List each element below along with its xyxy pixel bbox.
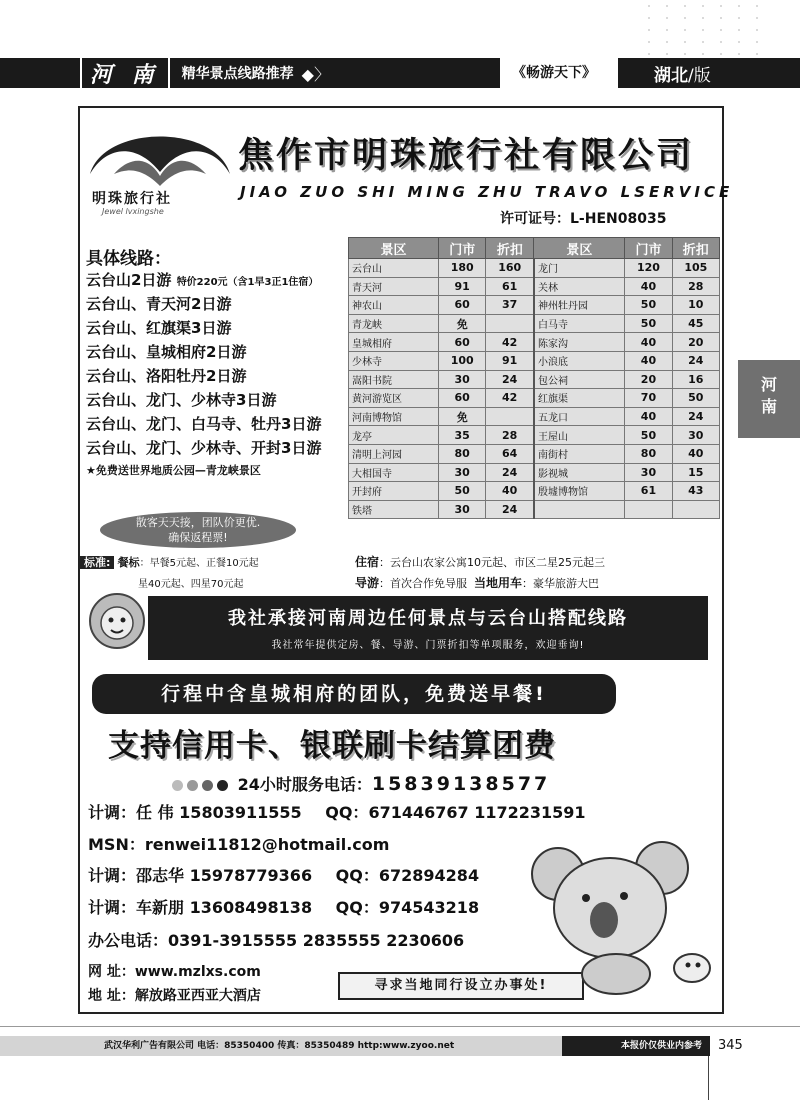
- table-row: [349, 389, 720, 408]
- table-cell: 30: [439, 500, 486, 519]
- table-cell: [625, 500, 672, 519]
- free-scenic-note: ★免费送世界地质公园—青龙峡景区: [86, 464, 261, 477]
- table-cell: [672, 500, 719, 519]
- table-cell: 10: [672, 296, 719, 315]
- table-cell: 开封府: [349, 482, 439, 501]
- column-header: 景区: [534, 238, 625, 259]
- table-cell: 殷墟博物馆: [534, 482, 625, 501]
- table-cell: 43: [672, 482, 719, 501]
- table-cell: 关林: [534, 277, 625, 296]
- header-subtitle: 精华景点线路推荐: [181, 66, 294, 82]
- table-cell: 24: [486, 370, 534, 389]
- dot-icon: [187, 780, 198, 791]
- column-header: 折扣: [486, 238, 534, 259]
- margin-line: [708, 1056, 709, 1100]
- table-cell: 61: [625, 482, 672, 501]
- ticket-price-table: [348, 237, 720, 519]
- route-item: 云台山、龙门、少林寺3日游: [86, 391, 277, 409]
- decorative-dot-grid: [640, 0, 760, 58]
- table-cell: 180: [439, 259, 486, 278]
- table-cell: 红旗渠: [534, 389, 625, 408]
- table-cell: 皇城相府: [349, 333, 439, 352]
- table-cell: 40: [672, 444, 719, 463]
- table-cell: 120: [625, 259, 672, 278]
- table-cell: 61: [486, 277, 534, 296]
- table-cell: 40: [625, 277, 672, 296]
- table-row: [349, 351, 720, 370]
- table-cell: 50: [625, 314, 672, 333]
- table-cell: 免: [439, 314, 486, 333]
- route-item: 云台山、青天河2日游: [86, 295, 232, 313]
- route-item: 云台山、洛阳牡丹2日游: [86, 367, 247, 385]
- table-cell: 50: [439, 482, 486, 501]
- table-cell: 50: [672, 389, 719, 408]
- route-item: 云台山、红旗渠3日游: [86, 319, 232, 337]
- office-wanted-banner: 寻求当地同行设立办事处!: [338, 972, 584, 1000]
- table-cell: 42: [486, 333, 534, 352]
- service-hotline: 24小时服务电话：15839138577: [172, 772, 550, 795]
- table-cell: 黄河游览区: [349, 389, 439, 408]
- table-cell: 40: [625, 333, 672, 352]
- route-list-title: 具体线路：: [86, 249, 171, 269]
- header-left: [80, 61, 330, 88]
- table-cell: 40: [486, 482, 534, 501]
- table-cell: 24: [672, 407, 719, 426]
- table-cell: 30: [439, 463, 486, 482]
- table-cell: 王屋山: [534, 426, 625, 445]
- office-phone-row: 办公电话：0391-3915555 2835555 2230606: [88, 931, 465, 950]
- table-cell: 60: [439, 389, 486, 408]
- promo-headline: 我社承接河南周边任何景点与云台山搭配线路: [228, 608, 628, 629]
- table-cell: 60: [439, 296, 486, 315]
- table-cell: 24: [486, 500, 534, 519]
- table-header-row: [349, 238, 720, 259]
- msn-row: MSN：renwei11812@hotmail.com: [88, 835, 390, 854]
- table-cell: 70: [625, 389, 672, 408]
- breakfast-offer: 行程中含皇城相府的团队，免费送早餐!: [92, 674, 616, 714]
- table-cell: 160: [486, 259, 534, 278]
- contact-row: 计调：车新朋 13608498138 QQ：974543218: [88, 898, 480, 917]
- dot-icon: [217, 780, 228, 791]
- footer-publisher: 武汉华利广告有限公司 电话：85350400 传真：85350489 http:www.zyoo.net: [104, 1041, 455, 1051]
- table-cell: 清明上河园: [349, 444, 439, 463]
- footer-disclaimer: 本报价仅供业内参考: [562, 1036, 710, 1056]
- contact-row: 计调：任 伟 15803911555 QQ：671446767 1172231591: [88, 803, 586, 822]
- route-item: 云台山、龙门、少林寺、开封3日游: [86, 439, 322, 457]
- table-cell: 24: [672, 351, 719, 370]
- table-row: [349, 277, 720, 296]
- column-header: 门市: [439, 238, 486, 259]
- logo-subtext: Jewel lvxingshe: [102, 207, 164, 216]
- table-cell: 云台山: [349, 259, 439, 278]
- table-cell: 91: [439, 277, 486, 296]
- table-cell: 龙门: [534, 259, 625, 278]
- service-standards: 标准: 餐标：早餐5元起、正餐10元起 星40元起、四星70元起: [80, 552, 259, 595]
- table-cell: 50: [625, 296, 672, 315]
- table-cell: 包公祠: [534, 370, 625, 389]
- table-cell: 37: [486, 296, 534, 315]
- table-cell: 45: [672, 314, 719, 333]
- table-row: [349, 463, 720, 482]
- table-cell: 60: [439, 333, 486, 352]
- table-row: [349, 407, 720, 426]
- table-row: [349, 426, 720, 445]
- route-item: 云台山、皇城相府2日游: [86, 343, 247, 361]
- table-cell: 青龙峡: [349, 314, 439, 333]
- table-row: [349, 314, 720, 333]
- table-body: [349, 259, 720, 519]
- table-row: [349, 482, 720, 501]
- table-cell: 16: [672, 370, 719, 389]
- table-cell: 30: [672, 426, 719, 445]
- promo-subline: 我社常年提供定房、餐、导游、门票折扣等单项服务，欢迎垂询!: [271, 640, 585, 651]
- table-cell: 40: [625, 351, 672, 370]
- edition-label: 湖北/版: [654, 65, 711, 86]
- promo-banner: [148, 596, 708, 660]
- column-header: 折扣: [672, 238, 719, 259]
- table-row: [349, 444, 720, 463]
- credit-card-notice: 支持信用卡、银联刷卡结算团费: [108, 728, 556, 764]
- table-cell: [486, 407, 534, 426]
- table-cell: 24: [486, 463, 534, 482]
- route-item: 云台山、龙门、白马寺、牡丹3日游: [86, 415, 322, 433]
- table-cell: 河南博物馆: [349, 407, 439, 426]
- table-cell: 青天河: [349, 277, 439, 296]
- table-cell: 20: [672, 333, 719, 352]
- dot-icon: [202, 780, 213, 791]
- page-number: 345: [718, 1038, 743, 1053]
- table-cell: 神州牡丹园: [534, 296, 625, 315]
- header-right: [500, 58, 800, 88]
- table-cell: 80: [439, 444, 486, 463]
- table-cell: 28: [672, 277, 719, 296]
- table-row: [349, 296, 720, 315]
- table-cell: 30: [439, 370, 486, 389]
- table-cell: 20: [625, 370, 672, 389]
- table-row: [349, 500, 720, 519]
- table-cell: 影视城: [534, 463, 625, 482]
- table-cell: 100: [439, 351, 486, 370]
- table-cell: 白马寺: [534, 314, 625, 333]
- table-cell: 91: [486, 351, 534, 370]
- table-cell: 少林寺: [349, 351, 439, 370]
- side-region-tab: 河 南: [738, 360, 800, 438]
- table-cell: [534, 500, 625, 519]
- table-cell: 龙亭: [349, 426, 439, 445]
- lion-mascot-icon: [86, 590, 148, 652]
- service-details: 住宿：云台山农家公寓10元起、市区二星25元起三 导游：首次合作免导服 当地用车：豪华旅游大巴: [355, 555, 606, 590]
- website-row: 网 址：www.mzlxs.com: [88, 964, 261, 980]
- footer-divider: [0, 1026, 800, 1027]
- table-cell: 30: [625, 463, 672, 482]
- table-cell: 35: [439, 426, 486, 445]
- contact-row: 计调：邵志华 15978779366 QQ：672894284: [88, 866, 480, 885]
- magazine-title: 《畅游天下》: [500, 58, 618, 88]
- logo-text: 明珠旅行社: [92, 191, 172, 207]
- table-cell: [486, 314, 534, 333]
- table-row: [349, 333, 720, 352]
- table-cell: 陈家沟: [534, 333, 625, 352]
- table-cell: 小浪底: [534, 351, 625, 370]
- address-row: 地 址：解放路亚西亚大酒店: [88, 988, 261, 1004]
- table-cell: 神农山: [349, 296, 439, 315]
- table-cell: 80: [625, 444, 672, 463]
- table-cell: 105: [672, 259, 719, 278]
- standards-label: 标准:: [80, 556, 114, 569]
- column-header: 景区: [349, 238, 439, 259]
- table-cell: 15: [672, 463, 719, 482]
- table-cell: 42: [486, 389, 534, 408]
- company-name: 焦作市明珠旅行社有限公司: [238, 135, 695, 176]
- table-row: [349, 370, 720, 389]
- koala-mascot-icon: [520, 828, 720, 998]
- table-row: [349, 259, 720, 278]
- company-name-english: JIAO ZUO SHI MING ZHU TRAVO LSERVICE: [240, 183, 734, 201]
- table-cell: 40: [625, 407, 672, 426]
- table-cell: 50: [625, 426, 672, 445]
- table-cell: 五龙口: [534, 407, 625, 426]
- table-cell: 免: [439, 407, 486, 426]
- table-cell: 大相国寺: [349, 463, 439, 482]
- table-cell: 铁塔: [349, 500, 439, 519]
- guest-guarantee-badge: 散客天天接，团队价更优. 确保返程票!: [100, 512, 296, 548]
- arrow-icon: ◆〉: [301, 64, 330, 84]
- route-item: 云台山2日游 特价220元（含1早3正1住宿）: [86, 271, 319, 289]
- footer-band: [0, 1036, 710, 1056]
- table-cell: 64: [486, 444, 534, 463]
- route-list: [86, 244, 348, 482]
- license-number: 许可证号：L-HEN08035: [500, 211, 667, 227]
- table-cell: 28: [486, 426, 534, 445]
- column-header: 门市: [625, 238, 672, 259]
- dot-icon: [172, 780, 183, 791]
- region-title: 河 南: [80, 58, 170, 89]
- table-cell: 嵩阳书院: [349, 370, 439, 389]
- table-cell: 南街村: [534, 444, 625, 463]
